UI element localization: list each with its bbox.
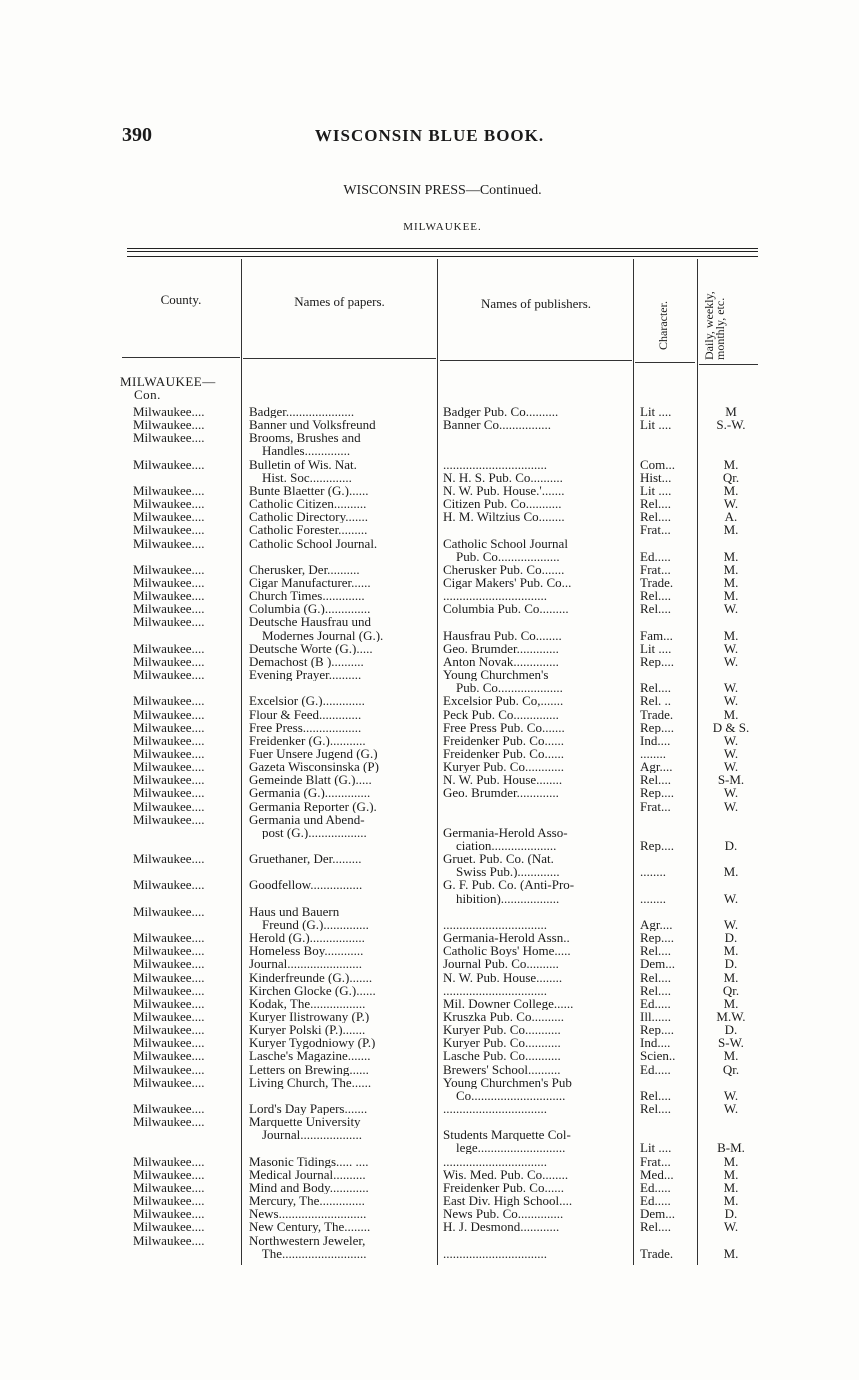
character-cell: Frat... (640, 799, 671, 813)
paper-name-cell: Journal................... (249, 1128, 363, 1142)
header-rule (635, 362, 695, 363)
county-cell: Milwaukee.... (133, 1220, 205, 1234)
paper-name-cell: Flour & Feed............. (249, 707, 362, 721)
publisher-cell: Germania-Herold Assn.. (443, 931, 570, 944)
column-divider (241, 259, 242, 1265)
publisher-cell: Kuryer Pub. Co........... (443, 1036, 561, 1050)
frequency-cell: W. (723, 602, 739, 616)
frequency-cell: S.-W. (716, 418, 746, 432)
county-cell: Milwaukee.... (133, 1194, 205, 1207)
county-cell: Milwaukee.... (133, 773, 205, 787)
frequency-cell: M. (723, 457, 739, 471)
publisher-cell: Germania-Herold Asso- (443, 825, 568, 839)
county-cell: Milwaukee.... (133, 812, 205, 826)
publisher-cell: N. W. Pub. House........ (443, 773, 563, 787)
frequency-cell: D. (724, 839, 738, 852)
character-cell: Frat... (640, 523, 671, 537)
publisher-cell: ................................ (443, 589, 547, 603)
header-county: County. (160, 292, 202, 307)
running-head: WISCONSIN BLUE BOOK. (314, 126, 545, 145)
publisher-cell: Co............................. (443, 1088, 566, 1102)
character-cell: Rel.... (640, 944, 672, 958)
county-cell: Milwaukee.... (133, 970, 205, 984)
character-cell: Rep.... (640, 654, 674, 668)
publisher-cell: Cigar Makers' Pub. Co... (443, 576, 572, 589)
character-cell: Ed..... (640, 1180, 671, 1194)
frequency-cell: M.W. (716, 1009, 746, 1023)
character-cell: Rel.... (640, 983, 672, 997)
publisher-cell: East Div. High School.... (443, 1194, 573, 1207)
header-rule (122, 357, 240, 358)
county-cell: Milwaukee.... (133, 405, 205, 418)
paper-name-cell: Germania und Abend- (249, 812, 365, 826)
frequency-cell: W. (723, 681, 739, 695)
frequency-cell: M. (723, 970, 739, 984)
character-cell: Rep.... (640, 720, 674, 734)
paper-name-cell: Kuryer Polski (P.)....... (249, 1023, 366, 1037)
publisher-cell: Cherusker Pub. Co....... (443, 562, 565, 576)
frequency-cell: M (725, 405, 737, 418)
paper-name-cell: Lord's Day Papers....... (249, 1102, 368, 1115)
character-cell: Trade. (640, 1246, 674, 1260)
publisher-cell: Badger Pub. Co.......... (443, 405, 559, 418)
frequency-cell: W. (723, 1088, 739, 1102)
character-cell: Rel.... (640, 773, 672, 787)
publisher-cell: Geo. Brumder............. (443, 786, 559, 800)
paper-name-cell: Brooms, Brushes and (249, 431, 361, 445)
header-rule (243, 358, 436, 359)
county-cell: Milwaukee.... (133, 799, 205, 813)
county-cell: Milwaukee.... (133, 510, 205, 524)
paper-name-cell: Deutsche Worte (G.)..... (249, 641, 373, 655)
publisher-cell: Swiss Pub.)............. (443, 865, 560, 879)
frequency-cell: D. (724, 957, 738, 971)
publisher-cell: Freidenker Pub. Co...... (443, 746, 564, 760)
character-cell: Rel.... (640, 970, 672, 984)
publisher-cell: ................................ (443, 1246, 547, 1260)
frequency-cell: S-W. (718, 1036, 744, 1050)
paper-name-cell: Gruethaner, Der......... (249, 852, 362, 866)
publisher-cell: ciation.................... (443, 839, 557, 852)
paper-name-cell: Church Times............. (249, 589, 365, 603)
column-divider (697, 259, 698, 1265)
header-rule (699, 364, 758, 365)
paper-name-cell: Freund (G.).............. (249, 917, 369, 931)
frequency-cell: S-M. (717, 773, 745, 787)
paper-name-cell: post (G.).................. (249, 825, 367, 839)
paper-name-cell: Haus und Bauern (249, 904, 340, 918)
character-cell: Rel. .. (640, 694, 672, 708)
paper-name-cell: Mercury, The.............. (249, 1194, 365, 1207)
county-cell: Milwaukee.... (133, 668, 205, 681)
county-cell: Milwaukee.... (133, 760, 205, 773)
publisher-cell: ................................ (443, 983, 547, 997)
paper-name-cell: Mind and Body............ (249, 1180, 369, 1194)
county-cell: Milwaukee.... (133, 497, 205, 511)
frequency-cell: D. (724, 1207, 738, 1221)
paper-name-cell: Journal....................... (249, 957, 363, 971)
character-cell: Ind.... (640, 1036, 671, 1050)
character-cell: Frat... (640, 562, 671, 576)
county-cell: Milwaukee.... (133, 1102, 205, 1115)
paper-name-cell: Freidenker (G.)........... (249, 733, 366, 747)
county-cell: Milwaukee.... (133, 1167, 205, 1181)
header-frequency: Daily, weekly, monthly, etc. (702, 291, 727, 360)
frequency-cell: Qr. (722, 1062, 740, 1076)
character-cell: Agr.... (640, 760, 673, 773)
publisher-cell: Young Churchmen's (443, 668, 549, 681)
character-cell: Lit .... (640, 1141, 672, 1155)
paper-name-cell: Lasche's Magazine....... (249, 1049, 371, 1063)
character-cell: ........ (640, 746, 666, 760)
county-cell: Milwaukee.... (133, 983, 205, 997)
paper-name-cell: Cherusker, Der.......... (249, 562, 360, 576)
publisher-cell: N. W. Pub. House........ (443, 970, 563, 984)
county-cell: Milwaukee.... (133, 1233, 205, 1247)
frequency-cell: W. (723, 760, 739, 773)
publisher-cell: Brewers' School.......... (443, 1062, 561, 1076)
character-cell: Ed..... (640, 1194, 671, 1207)
character-cell: Frat... (640, 1154, 671, 1168)
region-continued: Con. (134, 387, 161, 402)
publisher-cell: ................................ (443, 457, 547, 471)
paper-name-cell: Columbia (G.).............. (249, 602, 371, 616)
character-cell: Trade. (640, 576, 674, 589)
paper-name-cell: Handles.............. (249, 444, 351, 458)
paper-name-cell: Gazeta Wisconsinska (P) (249, 760, 379, 773)
character-cell: Med... (640, 1167, 674, 1181)
paper-name-cell: Bunte Blaetter (G.)...... (249, 483, 369, 497)
frequency-cell: M. (723, 628, 739, 642)
publisher-cell: Pub. Co................... (443, 549, 560, 563)
header-publishers: Names of publishers. (480, 296, 592, 311)
paper-name-cell: Kuryer Ilistrowany (P.) (249, 1009, 370, 1023)
county-cell: Milwaukee.... (133, 852, 205, 866)
publisher-cell: N. H. S. Pub. Co.......... (443, 470, 563, 484)
sub-title: MILWAUKEE. (403, 221, 482, 233)
character-cell: Rel.... (640, 1088, 672, 1102)
publisher-cell: Gruet. Pub. Co. (Nat. (443, 852, 554, 866)
publisher-cell: ................................ (443, 1154, 547, 1168)
paper-name-cell: Herold (G.)................. (249, 931, 365, 944)
top-rule-double (127, 251, 758, 252)
county-cell: Milwaukee.... (133, 1062, 205, 1076)
county-cell: Milwaukee.... (133, 931, 205, 944)
column-divider (633, 259, 634, 1265)
publisher-cell: News Pub. Co.............. (443, 1207, 564, 1221)
publisher-cell: Catholic Boys' Home..... (443, 944, 571, 958)
paper-name-cell: New Century, The........ (249, 1220, 371, 1234)
character-cell: Ed..... (640, 549, 671, 563)
frequency-cell: M. (723, 707, 739, 721)
paper-name-cell: Northwestern Jeweler, (249, 1233, 366, 1247)
publisher-cell: Mil. Downer College...... (443, 996, 574, 1010)
publisher-cell: Columbia Pub. Co......... (443, 602, 569, 616)
publisher-cell: Journal Pub. Co.......... (443, 957, 559, 971)
county-cell: Milwaukee.... (133, 1023, 205, 1037)
character-cell: Ind.... (640, 733, 671, 747)
paper-name-cell: Fuer Unsere Jugend (G.) (249, 746, 378, 760)
character-cell: Rel.... (640, 497, 672, 511)
top-rule (127, 248, 758, 249)
publisher-cell: G. F. Pub. Co. (Anti-Pro- (443, 878, 575, 892)
publisher-cell: Hausfrau Pub. Co........ (443, 628, 562, 642)
character-cell: Trade. (640, 707, 674, 721)
paper-name-cell: Gemeinde Blatt (G.)..... (249, 773, 372, 787)
frequency-cell: D. (724, 931, 738, 944)
character-cell: Lit .... (640, 641, 672, 655)
paper-name-cell: Catholic Forester......... (249, 523, 368, 537)
frequency-cell: W. (723, 799, 739, 813)
publisher-cell: Kuryer Pub. Co........... (443, 1023, 561, 1037)
paper-name-cell: Kinderfreunde (G.)....... (249, 970, 373, 984)
paper-name-cell: Catholic School Journal. (249, 536, 378, 550)
publisher-cell: ................................ (443, 917, 547, 931)
frequency-cell: M. (723, 865, 739, 879)
county-cell: Milwaukee.... (133, 576, 205, 589)
paper-name-cell: Kuryer Tygodniowy (P.) (249, 1036, 376, 1050)
character-cell: Rel.... (640, 510, 672, 524)
county-cell: Milwaukee.... (133, 904, 205, 918)
character-cell: Lit .... (640, 418, 672, 432)
publisher-cell: ................................ (443, 1102, 547, 1115)
frequency-cell: B-M. (717, 1141, 745, 1155)
county-cell: Milwaukee.... (133, 944, 205, 958)
publisher-cell: Freidenker Pub. Co...... (443, 1180, 564, 1194)
county-cell: Milwaukee.... (133, 418, 205, 432)
paper-name-cell: Marquette University (249, 1115, 361, 1129)
frequency-cell: M. (723, 1167, 739, 1181)
paper-name-cell: Catholic Directory....... (249, 510, 369, 524)
county-cell: Milwaukee.... (133, 878, 205, 892)
character-cell: Com... (640, 457, 676, 471)
publisher-cell: Students Marquette Col- (443, 1128, 571, 1142)
header-character: Character. (656, 301, 670, 350)
frequency-cell: W. (723, 917, 739, 931)
region-name: MILWAUKEE— (120, 374, 216, 389)
frequency-cell: M. (723, 944, 739, 958)
paper-name-cell: Letters on Brewing...... (249, 1062, 369, 1076)
character-cell: Lit .... (640, 483, 672, 497)
character-cell: Lit .... (640, 405, 672, 418)
frequency-cell: M. (723, 996, 739, 1010)
publisher-cell: H. M. Wiltzius Co........ (443, 510, 565, 524)
frequency-cell: M. (723, 562, 739, 576)
frequency-cell: Qr. (722, 983, 740, 997)
page-number: 390 (122, 124, 152, 146)
county-cell: Milwaukee.... (133, 1154, 205, 1168)
paper-name-cell: Demachost (B ).......... (249, 654, 364, 668)
frequency-cell: W. (723, 1102, 739, 1115)
paper-name-cell: Homeless Boy............ (249, 944, 364, 958)
column-divider (437, 259, 438, 1265)
character-cell: Rep.... (640, 786, 674, 800)
county-cell: Milwaukee.... (133, 1115, 205, 1129)
section-title: WISCONSIN PRESS—Continued. (343, 183, 542, 198)
region-label (120, 375, 216, 401)
frequency-cell: M. (723, 1194, 739, 1207)
publisher-cell: Citizen Pub. Co........... (443, 497, 562, 511)
publisher-cell: Lasche Pub. Co........... (443, 1049, 561, 1063)
character-cell: Rel.... (640, 681, 672, 695)
publisher-cell: Freidenker Pub. Co...... (443, 733, 564, 747)
character-cell: Rel.... (640, 1220, 672, 1234)
publisher-cell: Pub. Co.................... (443, 681, 563, 695)
publisher-cell: Geo. Brumder............. (443, 641, 559, 655)
publisher-cell: Anton Novak.............. (443, 654, 559, 668)
frequency-cell: W. (723, 694, 739, 708)
county-cell: Milwaukee.... (133, 457, 205, 471)
county-cell: Milwaukee.... (133, 431, 205, 445)
paper-name-cell: Kirchen Glocke (G.)...... (249, 983, 376, 997)
frequency-cell: M. (723, 1154, 739, 1168)
frequency-cell: M. (723, 1246, 739, 1260)
publisher-cell: H. J. Desmond............ (443, 1220, 560, 1234)
county-cell: Milwaukee.... (133, 615, 205, 629)
county-cell: Milwaukee.... (133, 1075, 205, 1089)
paper-name-cell: Medical Journal.......... (249, 1167, 366, 1181)
paper-name-cell: Living Church, The...... (249, 1075, 372, 1089)
paper-name-cell: Banner und Volksfreund (249, 418, 376, 432)
county-cell: Milwaukee.... (133, 720, 205, 734)
county-cell: Milwaukee.... (133, 694, 205, 708)
frequency-cell: W. (723, 746, 739, 760)
paper-name-cell: Catholic Citizen.......... (249, 497, 367, 511)
paper-name-cell: Deutsche Hausfrau und (249, 615, 372, 629)
paper-name-cell: Germania (G.).............. (249, 786, 371, 800)
county-cell: Milwaukee.... (133, 641, 205, 655)
frequency-cell: M. (723, 549, 739, 563)
county-cell: Milwaukee.... (133, 654, 205, 668)
character-cell: Ed..... (640, 996, 671, 1010)
paper-name-cell: Masonic Tidings..... .... (249, 1154, 369, 1168)
publisher-cell: Excelsior Pub. Co,....... (443, 694, 564, 708)
paper-name-cell: Goodfellow................ (249, 878, 363, 892)
character-cell: Agr.... (640, 917, 673, 931)
paper-name-cell: Excelsior (G.)............. (249, 694, 365, 708)
frequency-cell: W. (723, 641, 739, 655)
county-cell: Milwaukee.... (133, 602, 205, 616)
frequency-cell: W. (723, 654, 739, 668)
county-cell: Milwaukee.... (133, 786, 205, 800)
frequency-cell: D & S. (712, 720, 750, 734)
county-cell: Milwaukee.... (133, 523, 205, 537)
county-cell: Milwaukee.... (133, 707, 205, 721)
county-cell: Milwaukee.... (133, 562, 205, 576)
character-cell: Hist... (640, 470, 672, 484)
character-cell: Ill...... (640, 1009, 672, 1023)
frequency-cell: M. (723, 523, 739, 537)
character-cell: Ed..... (640, 1062, 671, 1076)
paper-name-cell: Free Press.................. (249, 720, 362, 734)
frequency-cell: M. (723, 1180, 739, 1194)
frequency-cell: D. (724, 1023, 738, 1037)
county-cell: Milwaukee.... (133, 1180, 205, 1194)
county-cell: Milwaukee.... (133, 1207, 205, 1221)
publisher-cell: lege........................... (443, 1141, 566, 1155)
publisher-cell: Kruszka Pub. Co.......... (443, 1009, 564, 1023)
county-cell: Milwaukee.... (133, 1049, 205, 1063)
character-cell: Rel.... (640, 589, 672, 603)
paper-name-cell: The.......................... (249, 1246, 367, 1260)
top-rule-third (127, 256, 758, 257)
character-cell: Scien.. (640, 1049, 676, 1063)
character-cell: ........ (640, 865, 666, 879)
publisher-cell: N. W. Pub. House.'....... (443, 483, 565, 497)
character-cell: Rep.... (640, 839, 674, 852)
publisher-cell: hibition).................. (443, 891, 560, 905)
frequency-cell: A. (724, 510, 738, 524)
frequency-cell: W. (723, 786, 739, 800)
county-cell: Milwaukee.... (133, 1036, 205, 1050)
header-rule (440, 360, 632, 361)
publisher-cell: Catholic School Journal (443, 536, 568, 550)
county-cell: Milwaukee.... (133, 483, 205, 497)
paper-name-cell: Germania Reporter (G.). (249, 799, 377, 813)
frequency-cell: M. (723, 589, 739, 603)
frequency-cell: W. (723, 891, 739, 905)
county-cell: Milwaukee.... (133, 996, 205, 1010)
frequency-cell: W. (723, 497, 739, 511)
character-cell: Dem... (640, 1207, 676, 1221)
publisher-cell: Kuryer Pub. Co............ (443, 760, 564, 773)
character-cell: Rep.... (640, 1023, 674, 1037)
frequency-cell: M. (723, 576, 739, 589)
paper-name-cell: News........................... (249, 1207, 367, 1221)
county-cell: Milwaukee.... (133, 589, 205, 603)
county-cell: Milwaukee.... (133, 957, 205, 971)
paper-name-cell: Bulletin of Wis. Nat. (249, 457, 357, 471)
publisher-cell: Wis. Med. Pub. Co........ (443, 1167, 569, 1181)
frequency-cell: M. (723, 1049, 739, 1063)
publisher-cell: Free Press Pub. Co....... (443, 720, 565, 734)
paper-name-cell: Evening Prayer.......... (249, 668, 362, 681)
character-cell: Rel.... (640, 602, 672, 616)
frequency-cell: W. (723, 1220, 739, 1234)
publisher-cell: Banner Co................ (443, 418, 551, 432)
paper-name-cell: Badger..................... (249, 405, 355, 418)
paper-name-cell: Modernes Journal (G.). (249, 628, 384, 642)
character-cell: Rep.... (640, 931, 674, 944)
paper-name-cell: Cigar Manufacturer...... (249, 576, 371, 589)
county-cell: Milwaukee.... (133, 536, 205, 550)
character-cell: ........ (640, 891, 666, 905)
county-cell: Milwaukee.... (133, 1009, 205, 1023)
paper-name-cell: Hist. Soc............. (249, 470, 352, 484)
paper-name-cell: Kodak, The................. (249, 996, 366, 1010)
character-cell: Fam... (640, 628, 673, 642)
frequency-cell: Qr. (722, 470, 740, 484)
character-cell: Dem... (640, 957, 676, 971)
frequency-cell: M. (723, 483, 739, 497)
header-papers: Names of papers. (294, 294, 385, 309)
publisher-cell: Peck Pub. Co.............. (443, 707, 559, 721)
character-cell: Rel.... (640, 1102, 672, 1115)
county-cell: Milwaukee.... (133, 733, 205, 747)
county-cell: Milwaukee.... (133, 746, 205, 760)
publisher-cell: Young Churchmen's Pub (443, 1075, 572, 1089)
frequency-cell: W. (723, 733, 739, 747)
